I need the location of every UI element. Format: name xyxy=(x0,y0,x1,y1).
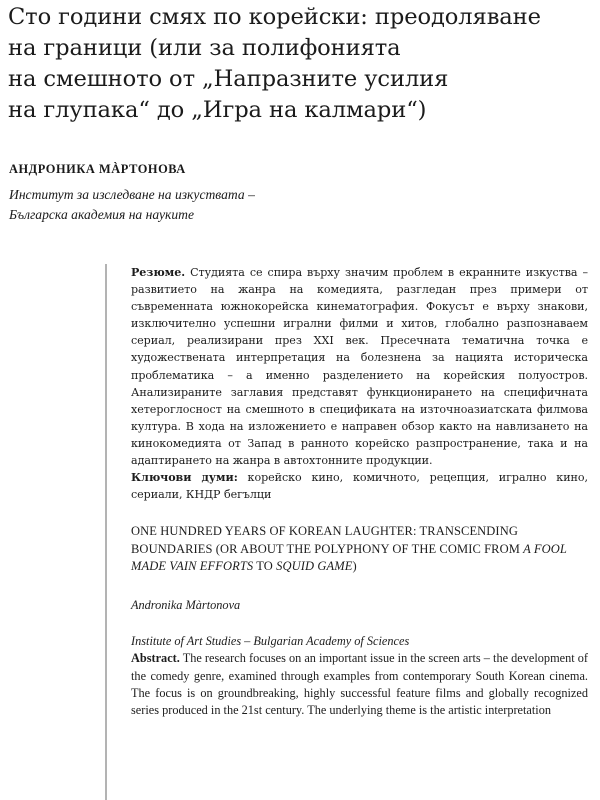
author-name-english: Andronika Màrtonova xyxy=(131,598,241,613)
page-title: Сто години смях по корейски: преодоляване на граници (или за полифонията на смешното от „Напразните усилия на глупака“ до „Игра на калмари“) xyxy=(8,4,541,123)
abstract-bulgarian xyxy=(131,264,588,469)
author-name-bulgarian: АНДРОНИКА МÀРТОНОВА xyxy=(9,162,186,176)
abstract-english-label: Abstract. xyxy=(131,651,180,666)
title-english xyxy=(131,523,588,575)
keywords-bulgarian xyxy=(131,469,588,503)
title-english-film2: SQUID GAME xyxy=(276,558,353,573)
abstract-column xyxy=(105,264,600,800)
title-english-part3: ) xyxy=(352,558,357,573)
title-block xyxy=(8,2,588,126)
abstract-bulgarian-text: Студията се спира върху значим проблем в екранните изкуства – развитието на жанра на комедията, разгледан през примери от съвременната южнокорейска кинематография. Фокусът е върху знакови, изключително успешни игрални филми и хитов, глобално разпознаваем сериал, реализирани през XXI век. Пресечната тематична точка е художествената интерпретация на болезнена за нацията историческа проблематика – а именно разделението на корейския полуостров. Анализираните заглавия представят функционирането на специфичната хетероглосност на смешното в спецификата на източноазиатската филмова култура. В хода на изложението е направен обзор както на навлизането на кинокомедията от Запад в ранното корейско разпространение, така и на адаптирането на жанра в автохтонните продукции. xyxy=(131,266,588,468)
affiliation-english: Institute of Art Studies – Bulgarian Academy of Sciences xyxy=(131,634,410,649)
abstract-bulgarian-label: Резюме. xyxy=(131,266,186,279)
keywords-bulgarian-label: Ключови думи: xyxy=(131,471,238,485)
affiliation-bulgarian: Институт за изследване на изкуствата – Българска академия на науките xyxy=(9,187,255,222)
author-block-bg xyxy=(9,161,429,224)
title-english-film1: A FOOL MADE VAIN EFFORTS xyxy=(131,541,567,573)
title-english-part1: ONE HUNDRED YEARS OF KOREAN LAUGHTER: TRANSCENDING BOUNDARIES (OR ABOUT THE POLYPHONY OF THE COMIC FROM xyxy=(131,524,524,556)
abstract-english xyxy=(131,650,588,720)
title-english-part2: TO xyxy=(253,558,277,573)
abstract-inner xyxy=(107,264,600,720)
keywords-bulgarian-text: корейско кино, комичното, рецепция, игрално кино, сериали, КНДР бегълци xyxy=(131,471,588,502)
abstract-english-text: The research focuses on an important issue in the screen arts – the development of the comedy genre, examined through examples from contemporary South Korean cinema. The focus is on groundbreaking, highly successful feature films and globally recognized series produced in the 21st century. The underlying theme is the artistic interpretation xyxy=(131,651,588,718)
